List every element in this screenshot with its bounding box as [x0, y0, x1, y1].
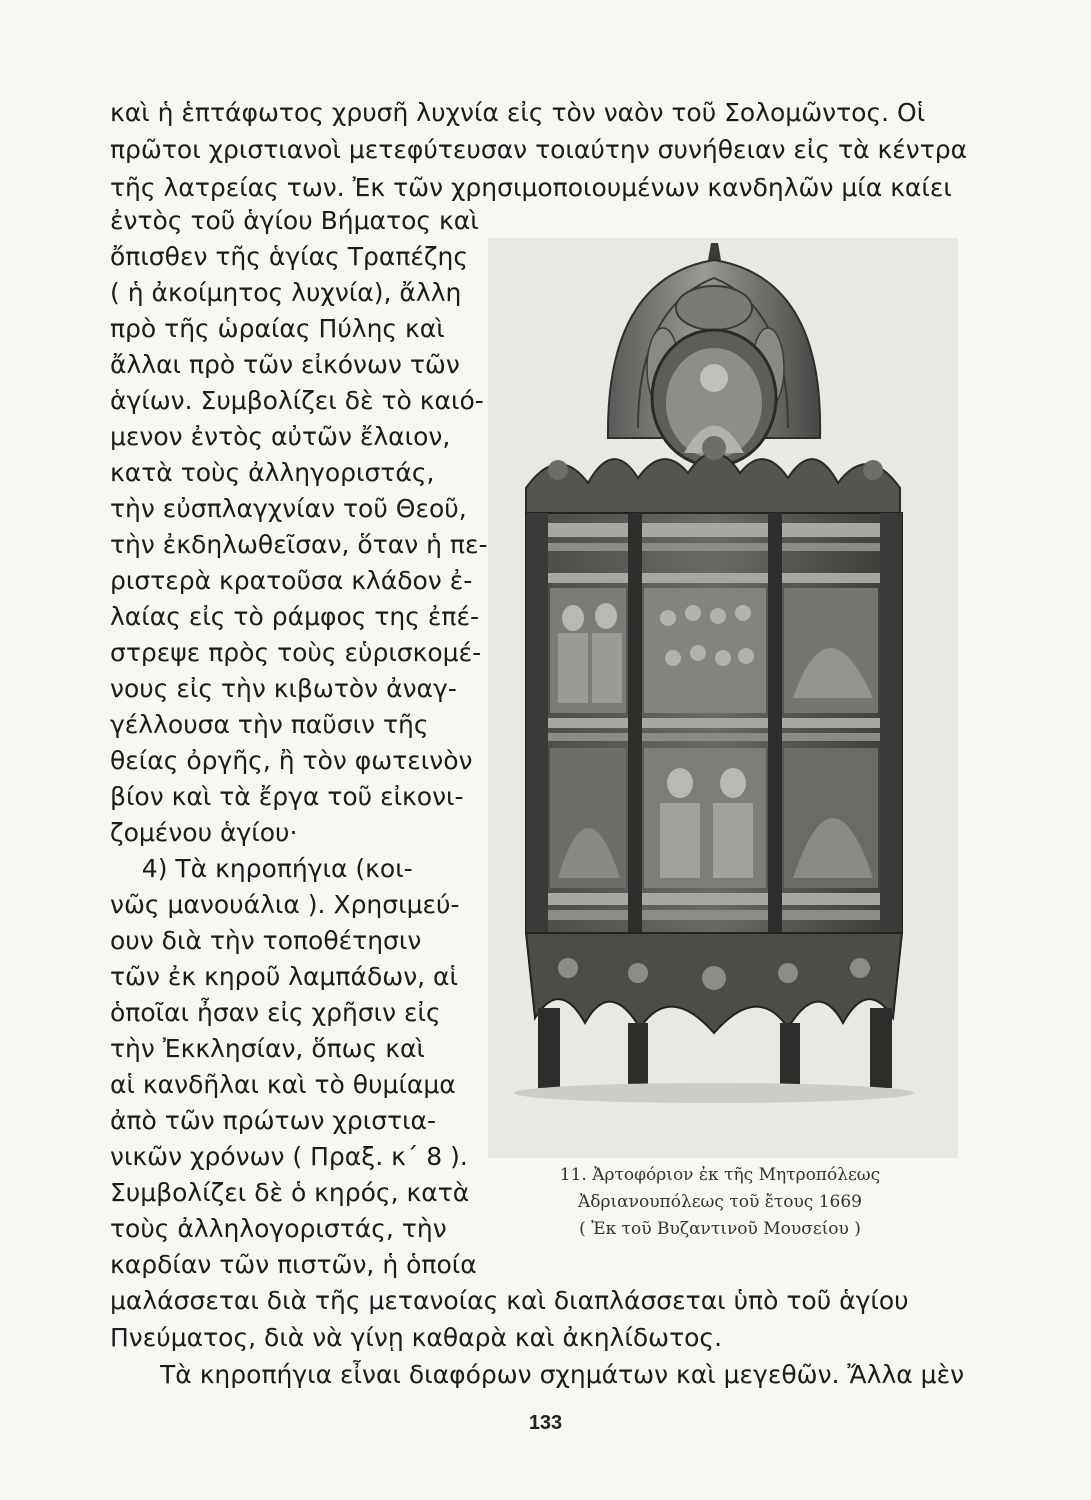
column-line: γέλλουσα τὴν παῦσιν τῆς: [110, 710, 429, 739]
text-line-full: καὶ ἡ ἑπτάφωτος χρυσῆ λυχνία εἰς τὸν ναὸν τοῦ Σολομῶντος. Οἱ: [110, 98, 926, 127]
column-line: στρεψε πρὸς τοὺς εὑρισκομέ-: [110, 638, 482, 667]
column-line: κατὰ τοὺς ἀλληγοριστάς,: [110, 458, 435, 487]
column-line: ουν διὰ τὴν τοποθέτησιν: [110, 926, 422, 955]
text-line-full: τῆς λατρείας των. Ἐκ τῶν χρησιμοποιουμένων κανδηλῶν μία καίει: [110, 173, 952, 202]
column-line: βίον καὶ τὰ ἔργα τοῦ εἰκονι-: [110, 782, 464, 811]
column-line: νικῶν χρόνων ( Πραξ. κ΄ 8 ).: [110, 1142, 468, 1171]
column-line: ( ἡ ἀκοίμητος λυχνία), ἄλλη: [110, 278, 462, 307]
column-line: ὄπισθεν τῆς ἁγίας Τραπέζης: [110, 242, 469, 271]
column-line: ἐντὸς τοῦ ἁγίου Βήματος καὶ: [110, 206, 479, 235]
text-line-full: Πνεύματος, διὰ νὰ γίνῃ καθαρὰ καὶ ἀκηλίδωτος.: [110, 1323, 723, 1352]
column-line: ὁποῖαι ἦσαν εἰς χρῆσιν εἰς: [110, 998, 441, 1027]
artophorion-illustration: [488, 238, 958, 1158]
text-line-full: μαλάσσεται διὰ τῆς μετανοίας καὶ διαπλάσσεται ὑπὸ τοῦ ἁγίου: [110, 1286, 909, 1315]
column-line: τὴν ἐκδηλωθεῖσαν, ὅταν ἡ πε-: [110, 530, 488, 559]
figure-caption-source: ( Ἐκ τοῦ Βυζαντινοῦ Μουσείου ): [579, 1219, 861, 1239]
column-line: ἁγίων. Συμβολίζει δὲ τὸ καιό-: [110, 386, 484, 415]
artophorion-photo: [488, 238, 958, 1158]
section-heading-line: 4) Τὰ κηροπήγια (κοι-: [110, 854, 413, 883]
figure-caption-subtitle: Ἀδριανουπόλεως τοῦ ἔτους 1669: [578, 1192, 862, 1212]
column-line: τοὺς ἀλληλογοριστάς, τὴν: [110, 1214, 447, 1243]
column-line: λαίας εἰς τὸ ράμφος της ἐπέ-: [110, 602, 479, 631]
column-line: νους εἰς τὴν κιβωτὸν ἀναγ-: [110, 674, 457, 703]
figure-caption-title: 11. Ἀρτοφόριον ἐκ τῆς Μητροπόλεως: [559, 1165, 881, 1185]
column-line: τῶν ἐκ κηροῦ λαμπάδων, αἱ: [110, 962, 458, 991]
column-line: ριστερὰ κρατοῦσα κλάδον ἐ-: [110, 566, 473, 595]
column-line: ἄλλαι πρὸ τῶν εἰκόνων τῶν: [110, 350, 460, 379]
column-line: αἱ κανδῆλαι καὶ τὸ θυμίαμα: [110, 1070, 456, 1099]
column-line: τὴν εὐσπλαγχνίαν τοῦ Θεοῦ,: [110, 494, 467, 523]
column-line: Συμβολίζει δὲ ὁ κηρός, κατὰ: [110, 1178, 470, 1207]
column-line: μενον ἐντὸς αὐτῶν ἔλαιον,: [110, 422, 451, 451]
column-line: νῶς μανουάλια ). Χρησιμεύ-: [110, 890, 460, 919]
column-line: τὴν Ἐκκλησίαν, ὅπως καὶ: [110, 1034, 425, 1063]
column-line: καρδίαν τῶν πιστῶν, ἡ ὁποία: [110, 1250, 477, 1279]
page-number: 133: [528, 1412, 563, 1434]
text-line-full: πρῶτοι χριστιανοὶ μετεφύτευσαν τοιαύτην συνήθειαν εἰς τὰ κέντρα: [110, 135, 968, 164]
column-line: πρὸ τῆς ὡραίας Πύλης καὶ: [110, 314, 445, 343]
column-line: ἀπὸ τῶν πρώτων χριστια-: [110, 1106, 437, 1135]
column-line: θείας ὀργῆς, ἢ τὸν φωτεινὸν: [110, 746, 473, 775]
text-line-indented: Τὰ κηροπήγια εἶναι διαφόρων σχημάτων καὶ μεγεθῶν. Ἄλλα μὲν: [160, 1360, 965, 1389]
column-line: ζομένου ἁγίου·: [110, 818, 298, 847]
